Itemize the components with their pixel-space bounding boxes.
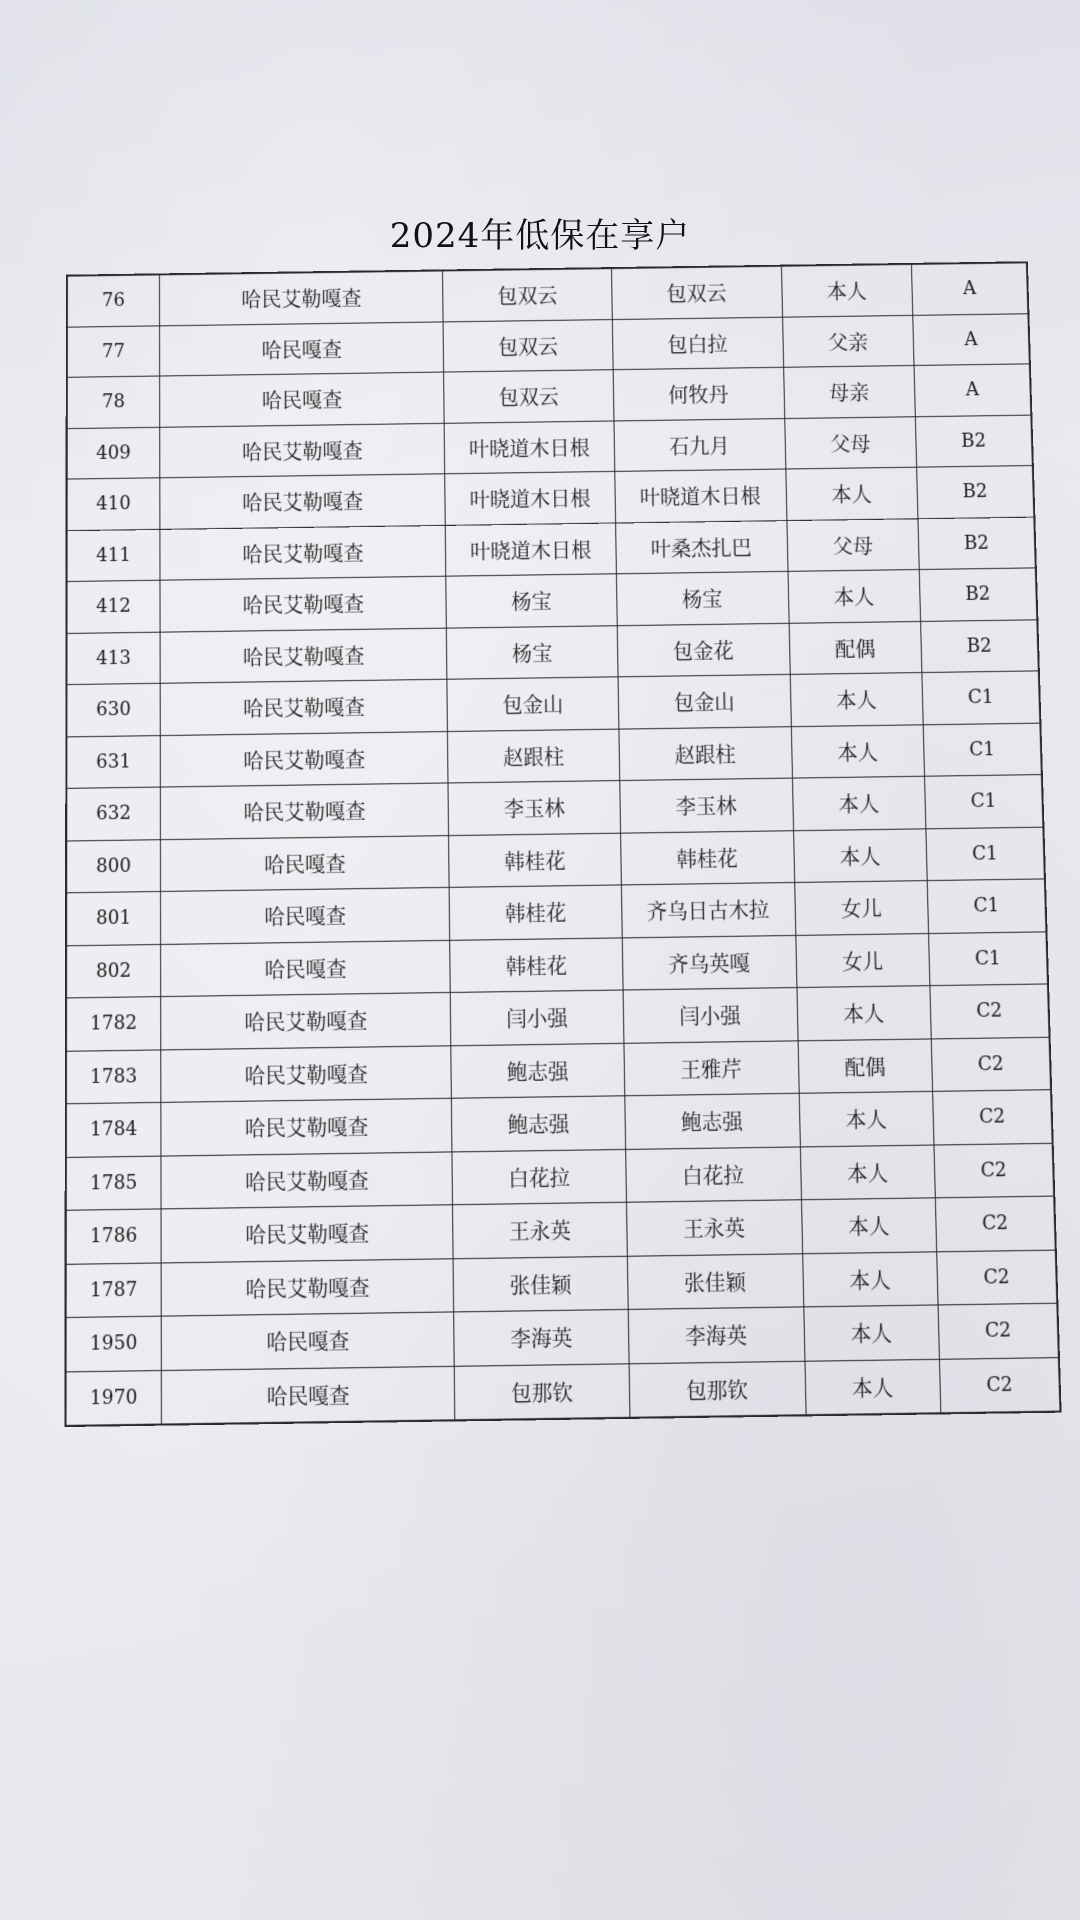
cell-member-name: 石九月 bbox=[613, 418, 785, 471]
cell-village: 哈民嘎查 bbox=[159, 321, 444, 376]
cell-member-name: 鲍志强 bbox=[624, 1093, 800, 1149]
cell-relation: 本人 bbox=[802, 1251, 938, 1307]
cell-household-head: 包那钦 bbox=[455, 1363, 630, 1420]
cell-household-head: 闫小强 bbox=[451, 990, 624, 1045]
cell-household-head: 杨宝 bbox=[446, 574, 616, 628]
cell-member-name: 何牧丹 bbox=[613, 367, 785, 420]
cell-number: 413 bbox=[66, 632, 160, 685]
cell-household-head: 叶晓道木日根 bbox=[446, 523, 616, 577]
cell-member-name: 张佳颖 bbox=[627, 1253, 804, 1309]
cell-village: 哈民艾勒嘎查 bbox=[159, 270, 443, 325]
cell-relation: 本人 bbox=[793, 828, 927, 882]
cell-member-name: 赵跟柱 bbox=[618, 726, 792, 780]
cell-level: C2 bbox=[937, 1250, 1058, 1305]
cell-number: 410 bbox=[67, 478, 160, 530]
cell-level: A bbox=[913, 313, 1030, 365]
cell-number: 631 bbox=[66, 735, 160, 788]
cell-household-head: 王永英 bbox=[453, 1202, 627, 1258]
cell-member-name: 闫小强 bbox=[623, 988, 798, 1043]
cell-household-head: 韩桂花 bbox=[450, 937, 622, 992]
cell-member-name: 齐乌英嘎 bbox=[622, 935, 797, 990]
cell-level: C2 bbox=[931, 1037, 1051, 1092]
cell-level: C2 bbox=[938, 1303, 1059, 1359]
cell-relation: 本人 bbox=[803, 1305, 939, 1361]
cell-relation: 配偶 bbox=[798, 1038, 933, 1093]
cell-relation: 本人 bbox=[781, 264, 912, 317]
cell-level: C1 bbox=[927, 879, 1046, 933]
cell-member-name: 齐乌日古木拉 bbox=[621, 882, 796, 937]
cell-level: B2 bbox=[917, 466, 1035, 519]
cell-village: 哈民嘎查 bbox=[161, 1312, 455, 1370]
cell-relation: 父母 bbox=[784, 416, 916, 469]
cell-village: 哈民艾勒嘎查 bbox=[161, 1098, 453, 1155]
cell-member-name: 王永英 bbox=[626, 1200, 802, 1256]
cell-number: 800 bbox=[66, 839, 160, 893]
cell-level: C2 bbox=[930, 984, 1050, 1038]
cell-relation: 母亲 bbox=[783, 365, 915, 418]
cell-village: 哈民艾勒嘎查 bbox=[160, 576, 447, 631]
cell-household-head: 韩桂花 bbox=[450, 885, 622, 940]
cell-village: 哈民艾勒嘎查 bbox=[161, 1205, 454, 1263]
cell-number: 1970 bbox=[65, 1370, 161, 1426]
cell-village: 哈民嘎查 bbox=[161, 940, 451, 997]
cell-village: 哈民艾勒嘎查 bbox=[160, 783, 449, 839]
cell-level: A bbox=[914, 364, 1031, 416]
cell-village: 哈民嘎查 bbox=[160, 887, 450, 944]
cell-relation: 本人 bbox=[790, 673, 923, 727]
cell-level: C1 bbox=[922, 671, 1041, 724]
cell-member-name: 叶桑杰扎巴 bbox=[615, 520, 788, 574]
table-container bbox=[64, 261, 1061, 1427]
cell-relation: 女儿 bbox=[796, 933, 930, 988]
cell-member-name: 包白拉 bbox=[612, 317, 783, 370]
cell-village: 哈民艾勒嘎查 bbox=[160, 474, 446, 529]
cell-relation: 父亲 bbox=[782, 315, 914, 367]
cell-member-name: 李海英 bbox=[628, 1307, 805, 1363]
cell-number: 76 bbox=[67, 274, 160, 326]
cell-level: C2 bbox=[933, 1090, 1053, 1145]
cell-relation: 本人 bbox=[799, 1091, 934, 1146]
cell-household-head: 韩桂花 bbox=[449, 833, 621, 888]
cell-relation: 配偶 bbox=[789, 621, 922, 674]
cell-relation: 父母 bbox=[787, 518, 920, 571]
cell-household-head: 李玉林 bbox=[448, 781, 620, 836]
cell-member-name: 白花拉 bbox=[625, 1146, 801, 1202]
cell-household-head: 杨宝 bbox=[447, 625, 618, 679]
cell-village: 哈民嘎查 bbox=[160, 835, 449, 891]
cell-level: C1 bbox=[928, 931, 1048, 985]
cell-village: 哈民艾勒嘎查 bbox=[160, 731, 448, 787]
cell-number: 802 bbox=[66, 944, 161, 998]
cell-number: 78 bbox=[67, 376, 160, 428]
cell-household-head: 包金山 bbox=[447, 677, 618, 731]
cell-village: 哈民艾勒嘎查 bbox=[161, 1045, 452, 1102]
cell-household-head: 张佳颖 bbox=[454, 1256, 628, 1312]
cell-number: 1784 bbox=[66, 1102, 161, 1157]
cell-village: 哈民艾勒嘎查 bbox=[160, 628, 447, 684]
cell-level: C2 bbox=[934, 1143, 1054, 1198]
cell-number: 801 bbox=[66, 891, 160, 945]
cell-household-head: 李海英 bbox=[454, 1309, 628, 1365]
cell-household-head: 包双云 bbox=[444, 370, 613, 423]
cell-village: 哈民嘎查 bbox=[160, 372, 445, 427]
cell-level: B2 bbox=[918, 517, 1036, 570]
cell-household-head: 包双云 bbox=[443, 268, 612, 321]
cell-relation: 本人 bbox=[788, 570, 921, 623]
cell-relation: 本人 bbox=[801, 1198, 936, 1253]
table-body bbox=[65, 262, 1060, 1426]
cell-number: 1782 bbox=[66, 997, 161, 1051]
cell-level: C2 bbox=[939, 1357, 1060, 1413]
cell-number: 632 bbox=[66, 787, 160, 840]
cell-number: 1786 bbox=[66, 1209, 161, 1264]
cell-level: B2 bbox=[915, 415, 1033, 468]
cell-level: A bbox=[911, 262, 1028, 315]
cell-village: 哈民艾勒嘎查 bbox=[160, 679, 448, 735]
cell-member-name: 韩桂花 bbox=[620, 830, 794, 885]
cell-number: 412 bbox=[66, 580, 159, 633]
cell-relation: 女儿 bbox=[794, 881, 928, 935]
cell-relation: 本人 bbox=[792, 776, 926, 830]
cell-member-name: 李玉林 bbox=[619, 778, 793, 833]
document-title: 2024年低保在享户 bbox=[389, 216, 691, 256]
cell-member-name: 叶晓道木日根 bbox=[614, 469, 786, 523]
cell-member-name: 王雅芹 bbox=[623, 1040, 798, 1095]
cell-number: 77 bbox=[67, 325, 160, 377]
cell-household-head: 鲍志强 bbox=[452, 1096, 625, 1152]
cell-relation: 本人 bbox=[805, 1359, 941, 1415]
cell-number: 630 bbox=[66, 683, 160, 736]
cell-village: 哈民艾勒嘎查 bbox=[161, 992, 452, 1049]
cell-relation: 本人 bbox=[797, 986, 932, 1041]
cell-village: 哈民艾勒嘎查 bbox=[161, 1151, 453, 1209]
cell-relation: 本人 bbox=[800, 1145, 935, 1200]
cell-member-name: 杨宝 bbox=[616, 571, 789, 625]
cell-number: 1787 bbox=[66, 1262, 161, 1317]
cell-number: 1950 bbox=[66, 1316, 162, 1371]
cell-relation: 本人 bbox=[791, 724, 924, 778]
cell-village: 哈民嘎查 bbox=[161, 1366, 455, 1425]
cell-level: C2 bbox=[935, 1196, 1056, 1251]
cell-level: B2 bbox=[919, 568, 1037, 621]
cell-level: C1 bbox=[924, 775, 1043, 829]
cell-number: 409 bbox=[67, 427, 160, 479]
cell-relation: 本人 bbox=[786, 467, 918, 520]
cell-household-head: 赵跟柱 bbox=[448, 729, 619, 783]
cell-village: 哈民艾勒嘎查 bbox=[160, 525, 446, 580]
cell-household-head: 叶晓道木日根 bbox=[445, 471, 615, 524]
cell-household-head: 白花拉 bbox=[452, 1149, 626, 1205]
cell-member-name: 包双云 bbox=[611, 266, 782, 319]
cell-number: 411 bbox=[67, 529, 160, 582]
cell-number: 1783 bbox=[66, 1049, 161, 1103]
cell-household-head: 叶晓道木日根 bbox=[445, 420, 615, 473]
cell-member-name: 包金花 bbox=[617, 623, 790, 677]
cell-member-name: 包那钦 bbox=[629, 1361, 806, 1418]
recipient-table bbox=[64, 261, 1061, 1427]
cell-member-name: 包金山 bbox=[618, 674, 791, 728]
cell-village: 哈民艾勒嘎查 bbox=[160, 423, 446, 478]
cell-village: 哈民艾勒嘎查 bbox=[161, 1258, 454, 1316]
cell-level: B2 bbox=[920, 619, 1038, 672]
cell-number: 1785 bbox=[66, 1156, 161, 1211]
cell-level: C1 bbox=[926, 827, 1045, 881]
cell-level: C1 bbox=[923, 723, 1042, 777]
cell-household-head: 包双云 bbox=[444, 319, 613, 372]
cell-household-head: 鲍志强 bbox=[451, 1043, 624, 1098]
